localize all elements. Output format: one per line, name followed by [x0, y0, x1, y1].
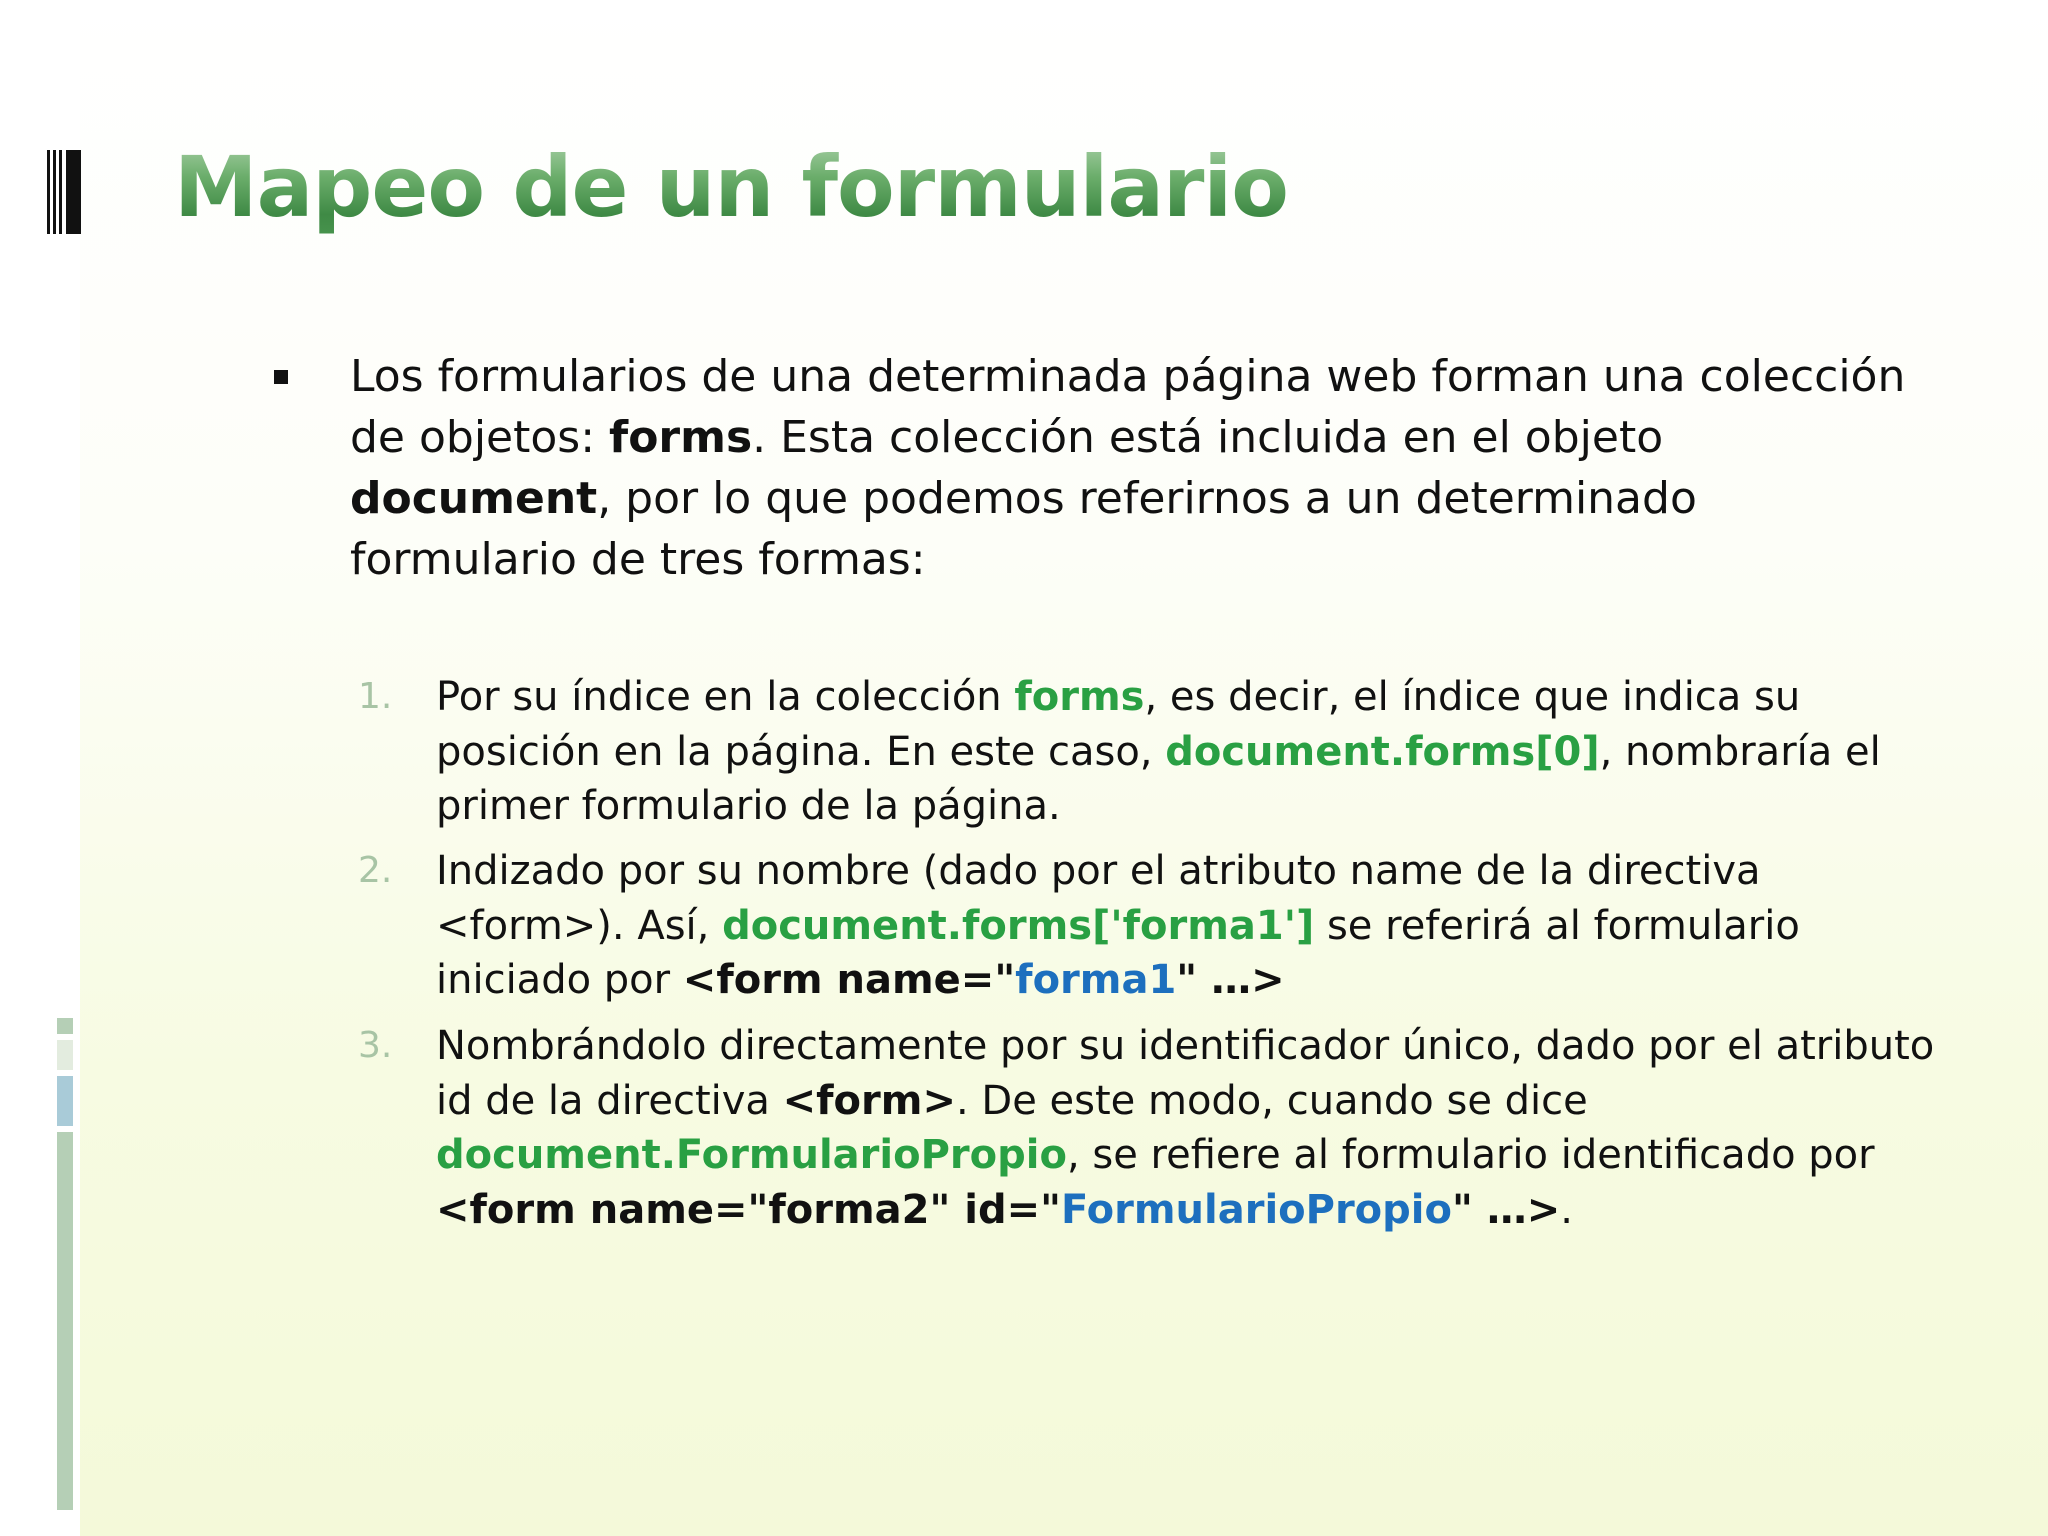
- item-text-part: , es decir, el índice que indica su posición en la página. En este caso,: [436, 674, 1801, 775]
- code-value-formulariopropio: FormularioPropio: [1060, 1186, 1452, 1233]
- code-forms: forms: [1014, 674, 1145, 720]
- code-form-tag: <form name="forma2" id=": [436, 1186, 1061, 1233]
- side-bar-accent-1: [57, 1018, 73, 1034]
- bullet-bold-document: document: [350, 473, 598, 524]
- title-marker-icon: [47, 150, 81, 234]
- code-document-forms-forma1: document.forms['forma1']: [722, 902, 1315, 949]
- item-text-part: se referirá al formulario iniciado por: [436, 902, 1800, 1003]
- code-form-tag: <form>: [782, 1077, 956, 1124]
- bullet-bold-forms: forms: [609, 412, 753, 463]
- code-document-formulariopropio: document.FormularioPropio: [436, 1132, 1067, 1178]
- code-document-forms-0: document.forms[0]: [1165, 728, 1600, 775]
- list-item-text: [436, 670, 1936, 834]
- code-form-tag-end: " …>: [1452, 1186, 1561, 1233]
- item-text-part: Indizado por su nombre (dado por el atributo name de la directiva <form>). Así,: [436, 848, 1761, 949]
- bullet-text-3: , por lo que podemos referirnos a un determinado formulario de tres formas:: [350, 473, 1697, 585]
- item-text-part: Por su índice en la colección: [436, 674, 1015, 720]
- slide-title: Mapeo de un formulario: [174, 132, 1288, 242]
- side-bar-accent-2: [57, 1040, 73, 1070]
- code-value-forma1: forma1: [1015, 957, 1177, 1003]
- list-item-text: [436, 1019, 1936, 1237]
- item-text-part: .: [1560, 1186, 1573, 1233]
- item-text-part: . De este modo, cuando se dice: [955, 1077, 1588, 1124]
- list-item-number: 2.: [358, 850, 393, 891]
- list-item-text: [436, 844, 1936, 1008]
- code-form-tag-end: " …>: [1176, 957, 1285, 1003]
- bullet-text-2: . Esta colección está incluida en el objeto: [752, 412, 1664, 463]
- side-bar-accent-4: [57, 1132, 73, 1510]
- item-text-part: Nombrándolo directamente por su identificador único, dado por el atributo id de la directiva: [436, 1023, 1935, 1124]
- item-text-part: , nombraría el primer formulario de la página.: [436, 728, 1881, 829]
- list-item-number: 3.: [358, 1025, 393, 1066]
- item-text-part: , se refiere al formulario identificado por: [1066, 1132, 1875, 1178]
- bullet-marker: [274, 370, 288, 384]
- code-form-tag: <form name=": [682, 957, 1016, 1003]
- list-item-number: 1.: [358, 676, 393, 717]
- side-bar-accent-3: [57, 1076, 73, 1126]
- bullet-text-1: Los formularios de una determinada página web forman una colección de objetos:: [350, 351, 1906, 463]
- bullet-paragraph: [350, 346, 1910, 590]
